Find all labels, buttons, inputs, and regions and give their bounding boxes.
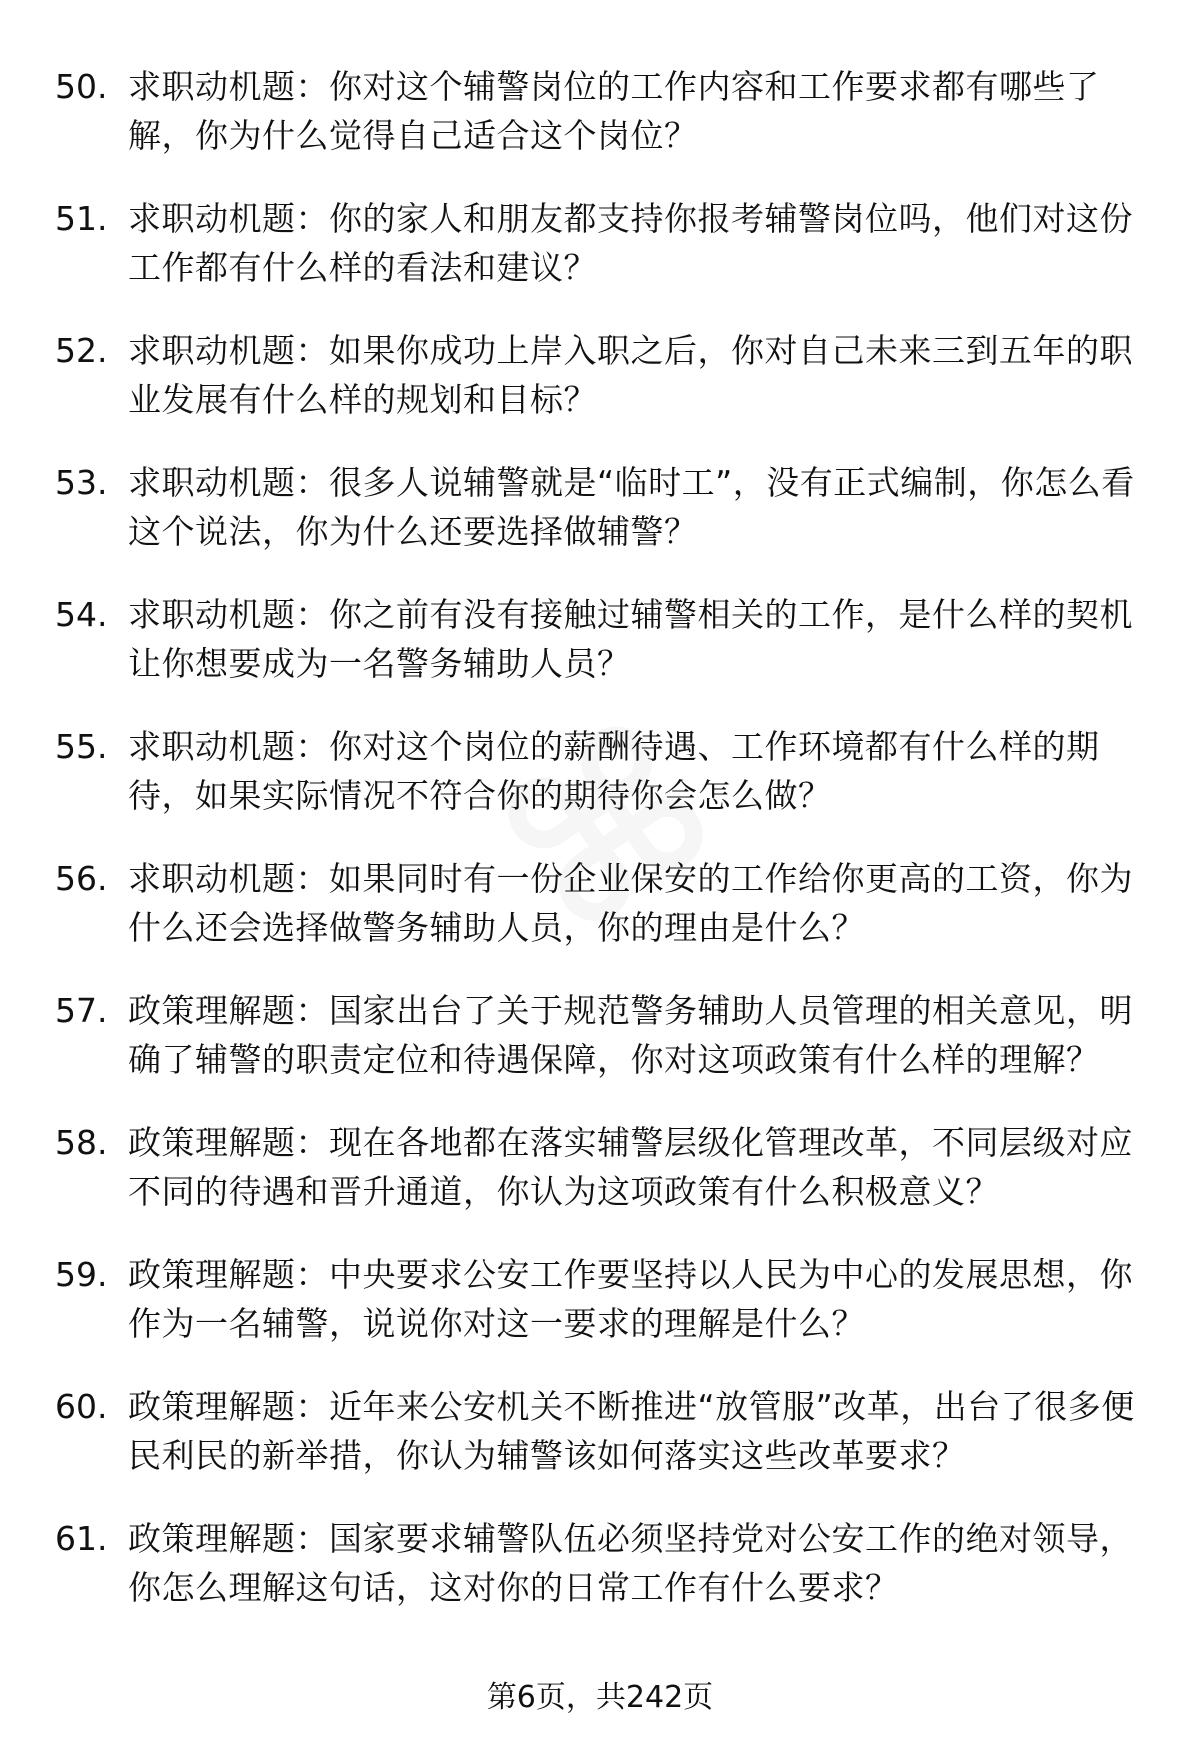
- question-text: 政策理解题：国家要求辅警队伍必须坚持党对公安工作的绝对领导，你怎么理解这句话，这对你的日常工作有什么要求？: [128, 1519, 1133, 1607]
- question-text: 政策理解题：中央要求公安工作要坚持以人民为中心的发展思想，你作为一名辅警，说说你对这一要求的理解是什么？: [128, 1255, 1133, 1343]
- question-number: 61.: [55, 1519, 108, 1558]
- question-number: 50.: [55, 67, 108, 106]
- question-number: 56.: [55, 859, 108, 898]
- question-text: 政策理解题：现在各地都在落实辅警层级化管理改革，不同层级对应不同的待遇和晋升通道，你认为这项政策有什么积极意义？: [128, 1123, 1133, 1211]
- question-text: 求职动机题：你的家人和朋友都支持你报考辅警岗位吗，他们对这份工作都有什么样的看法和建议？: [128, 199, 1133, 287]
- question-text: 求职动机题：如果同时有一份企业保安的工作给你更高的工资，你为什么还会选择做警务辅助人员，你的理由是什么？: [128, 859, 1133, 947]
- question-number: 54.: [55, 595, 108, 634]
- question-item: [55, 590, 1145, 688]
- question-text: 政策理解题：近年来公安机关不断推进“放管服”改革，出台了很多便民利民的新举措，你认为辅警该如何落实这些改革要求？: [128, 1387, 1135, 1475]
- question-item: [55, 854, 1145, 952]
- question-number: 55.: [55, 727, 108, 766]
- question-item: [55, 1250, 1145, 1348]
- question-text: 求职动机题：你对这个岗位的薪酬待遇、工作环境都有什么样的期待，如果实际情况不符合你的期待你会怎么做？: [128, 727, 1100, 815]
- question-number: 51.: [55, 199, 108, 238]
- question-item: [55, 1118, 1145, 1216]
- question-text: 求职动机题：很多人说辅警就是“临时工”，没有正式编制，你怎么看这个说法，你为什么还要选择做辅警？: [128, 463, 1135, 551]
- question-text: 求职动机题：你之前有没有接触过辅警相关的工作，是什么样的契机让你想要成为一名警务辅助人员？: [128, 595, 1133, 683]
- question-item: [55, 458, 1145, 556]
- question-item: [55, 62, 1145, 160]
- question-item: [55, 1514, 1145, 1612]
- question-item: [55, 1382, 1145, 1480]
- page-footer: 第6页，共242页: [486, 1680, 714, 1715]
- question-text: 求职动机题：如果你成功上岸入职之后，你对自己未来三到五年的职业发展有什么样的规划和目标？: [128, 331, 1133, 419]
- question-text: 求职动机题：你对这个辅警岗位的工作内容和工作要求都有哪些了解，你为什么觉得自己适合这个岗位？: [128, 67, 1100, 155]
- question-item: [55, 986, 1145, 1084]
- question-list: [55, 62, 1145, 1646]
- question-number: 58.: [55, 1123, 108, 1162]
- question-text: 政策理解题：国家出台了关于规范警务辅助人员管理的相关意见，明确了辅警的职责定位和待遇保障，你对这项政策有什么样的理解？: [128, 991, 1133, 1079]
- question-item: [55, 326, 1145, 424]
- question-number: 59.: [55, 1255, 108, 1294]
- question-item: [55, 722, 1145, 820]
- question-number: 60.: [55, 1387, 108, 1426]
- question-number: 53.: [55, 463, 108, 502]
- question-number: 52.: [55, 331, 108, 370]
- question-number: 57.: [55, 991, 108, 1030]
- question-item: [55, 194, 1145, 292]
